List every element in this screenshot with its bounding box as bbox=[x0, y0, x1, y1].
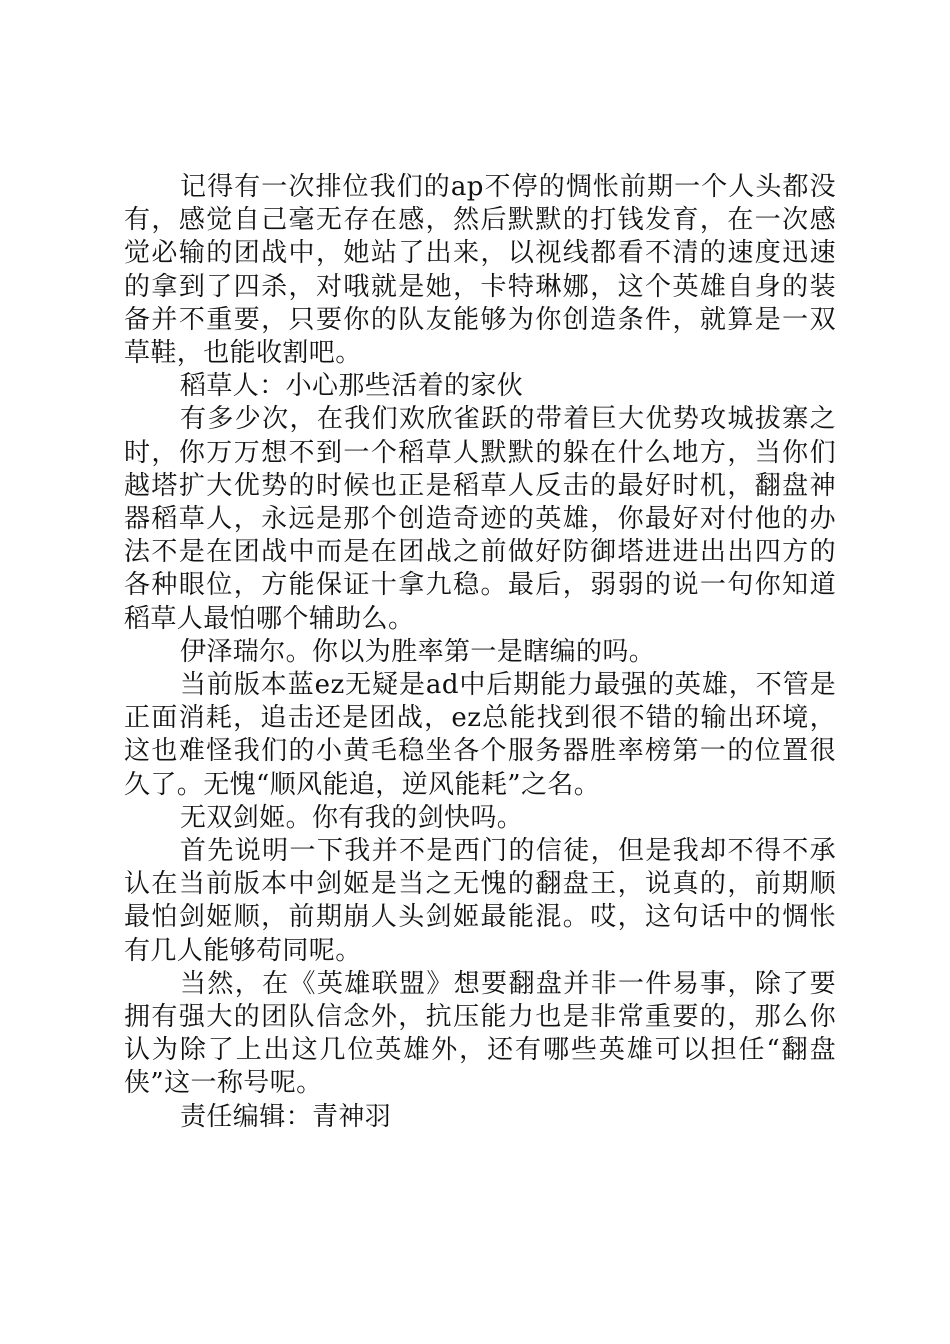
paragraph-scarecrow-story: 有多少次，在我们欢欣雀跃的带着巨大优势攻城拔寨之时，你万万想不到一个稻草人默默的躲在什么地方，当你们越塔扩大优势的时候也正是稻草人反击的最好时机，翻盘神器稻草人，永远是那个创造奇迹的英雄，你最好对付他的办法不是在团战中而是在团战之前做好防御塔进进出出四方的各种眼位，方能保证十拿九稳。最后，弱弱的说一句你知道稻草人最怕哪个辅助么。 bbox=[124, 404, 836, 634]
paragraph-heading-ezreal: 伊泽瑞尔。你以为胜率第一是瞎编的吗。 bbox=[180, 636, 656, 667]
paragraph-heading-scarecrow: 稻草人：小心那些活着的家伙 bbox=[180, 371, 524, 402]
paragraph-heading-fiora: 无双剑姬。你有我的剑快吗。 bbox=[180, 802, 524, 833]
paragraph-conclusion: 当然，在《英雄联盟》想要翻盘并非一件易事，除了要拥有强大的团队信念外，抗压能力也是非常重要的，那么你认为除了上出这几位英雄外，还有哪些英雄可以担任“翻盘侠”这一称号呢。 bbox=[124, 968, 836, 1099]
paragraph-katarina-story: 记得有一次排位我们的ap不停的惆怅前期一个人头都没有，感觉自己毫无存在感，然后默默的打钱发育，在一次感觉必输的团战中，她站了出来，以视线都看不清的速度迅速的拿到了四杀，对哦就是她，卡特琳娜，这个英雄自身的装备并不重要，只要你的队友能够为你创造条件，就算是一双草鞋，也能收割吧。 bbox=[124, 172, 836, 369]
paragraph-editor-credit: 责任编辑：青神羽 bbox=[180, 1101, 392, 1132]
article-body bbox=[124, 171, 836, 1134]
paragraph-fiora-story: 首先说明一下我并不是西门的信徒，但是我却不得不承认在当前版本中剑姬是当之无愧的翻盘王，说真的，前期顺最怕剑姬顺，前期崩人头剑姬最能混。哎，这句话中的惆怅有几人能够苟同呢。 bbox=[124, 836, 836, 966]
paragraph-ezreal-story: 当前版本蓝ez无疑是ad中后期能力最强的英雄，不管是正面消耗，追击还是团战，ez总能找到很不错的输出环境，这也难怪我们的小黄毛稳坐各个服务器胜率榜第一的位置很久了。无愧“顺风能追，逆风能耗”之名。 bbox=[124, 670, 836, 800]
